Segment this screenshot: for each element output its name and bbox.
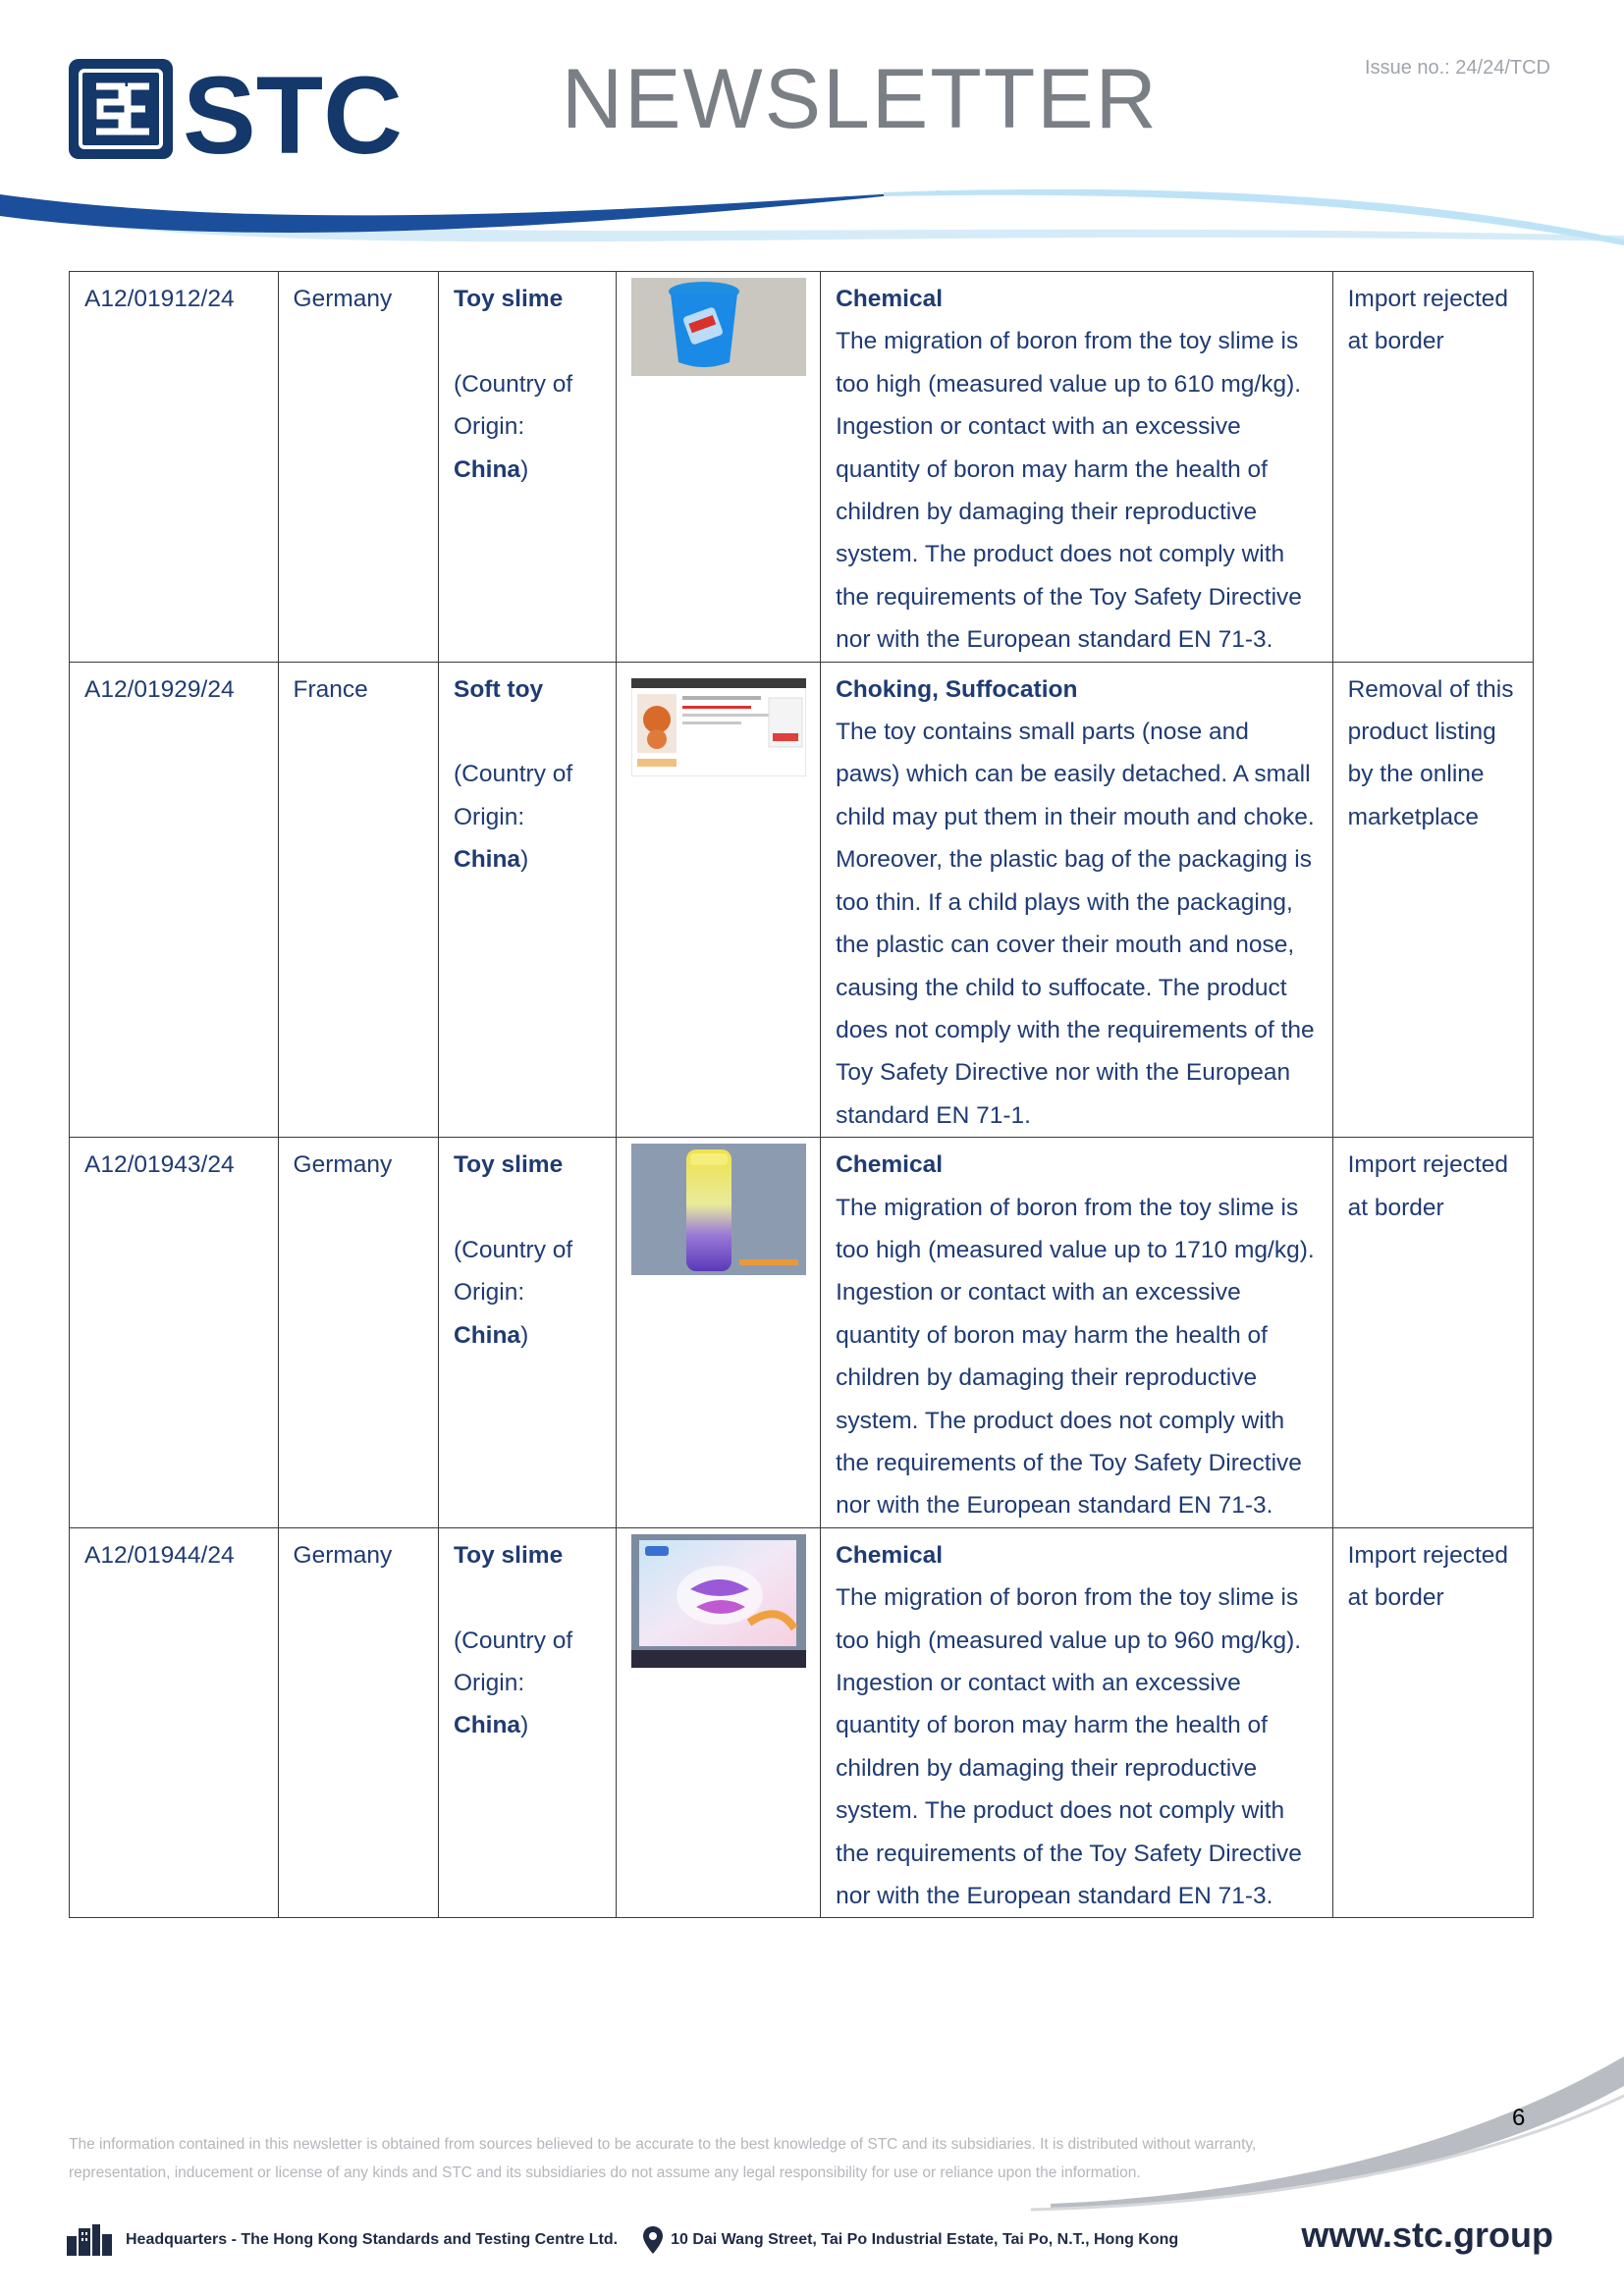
risk-description: The migration of boron from the toy slime is too high (measured value up to 960 mg/kg). Ingestion or contact with an excessive quantity of boron may harm the health of children by damaging their reproductive system. The product does not comply with the requirements of the Toy Safety Directive nor with the European standard EN 71-3. [836, 1584, 1302, 1910]
website-link[interactable]: www.stc.group [1301, 2215, 1553, 2255]
risk-type: Chemical [836, 286, 944, 312]
page-header [0, 0, 1624, 255]
table-row [70, 662, 1534, 1137]
online-listing-screenshot-icon [631, 678, 806, 776]
measure-taken: Import rejected at border [1332, 272, 1533, 663]
disclaimer: The information contained in this newsletter is obtained from sources believed to be accurate to the best knowledge of STC and its subsidiaries. It is distributed without warranty, representation, inducement or license of any kinds and STC and its subsidiaries do not assume any legal responsibility for use or reliance upon the information. [69, 2136, 1257, 2181]
origin-country: China [454, 1712, 521, 1739]
ref-number: A12/01929/24 [70, 662, 279, 1137]
risk-description: The migration of boron from the toy slime is too high (measured value up to 610 mg/kg). Ingestion or contact with an excessive quantity of boron may harm the health of children by damaging their reproductive system. The product does not comply with the requirements of the Toy Safety Directive nor with the European standard EN 71-3. [836, 328, 1302, 654]
building-icon [65, 2224, 114, 2256]
risk-description: The migration of boron from the toy slime is too high (measured value up to 1710 mg/kg). Ingestion or contact with an excessive quantity of boron may harm the health of children by damaging their reproductive system. The product does not comply with the requirements of the Toy Safety Directive nor with the European standard EN 71-3. [836, 1194, 1315, 1520]
origin-country: China [454, 1321, 521, 1349]
stc-logo [67, 57, 460, 161]
notifying-country: Germany [278, 272, 438, 663]
product-image-cell [617, 1527, 821, 1918]
product-name: Toy slime [454, 1541, 564, 1569]
notifying-country: France [278, 662, 438, 1137]
measure-taken: Import rejected at border [1332, 1527, 1533, 1918]
footer-contact [65, 2220, 1178, 2260]
origin-line: Origin: China) [454, 803, 529, 874]
risk-type: Chemical [836, 1151, 944, 1179]
risk-cell [821, 272, 1333, 663]
product-cell [439, 662, 617, 1137]
recall-table [69, 271, 1534, 1918]
notifying-country: Germany [278, 1138, 438, 1528]
origin-prefix: (Country of [454, 370, 573, 398]
crystal-mud-box-photo-icon [631, 1534, 806, 1668]
ref-number: A12/01944/24 [70, 1527, 279, 1918]
table-row [70, 1527, 1534, 1918]
newsletter-title: NEWSLETTER [562, 52, 1159, 146]
product-name: Toy slime [454, 286, 564, 312]
risk-cell [821, 1138, 1333, 1528]
blue-slime-tub-photo-icon [631, 278, 806, 376]
origin-country: China [454, 455, 521, 483]
header-swoosh [0, 177, 1624, 265]
product-cell [439, 272, 617, 663]
headquarters-label: Headquarters - The Hong Kong Standards and Testing Centre Ltd. [126, 2231, 619, 2248]
measure-taken: Import rejected at border [1332, 1138, 1533, 1528]
origin-prefix: (Country of [454, 1627, 573, 1654]
svg-text:STC: STC [183, 57, 403, 161]
origin-line: Origin: China) [454, 413, 529, 483]
ref-number: A12/01943/24 [70, 1138, 279, 1528]
product-name: Toy slime [454, 1151, 564, 1179]
origin-country: China [454, 846, 521, 874]
product-cell [439, 1527, 617, 1918]
product-image-cell [617, 1138, 821, 1528]
table-row [70, 272, 1534, 663]
measure-taken: Removal of this product listing by the online marketplace [1332, 662, 1533, 1137]
risk-description: The toy contains small parts (nose and paws) which can be easily detached. A small child may put them in their mouth and choke. Moreover, the plastic bag of the packaging is too thin. If a child plays with the packaging, the plastic can cover their mouth and nose, causing the child to suffocate. The product does not comply with the requirements of the Toy Safety Directive nor with the European standard EN 71-1. [836, 719, 1315, 1129]
notifying-country: Germany [278, 1527, 438, 1918]
product-cell [439, 1138, 617, 1528]
ref-number: A12/01912/24 [70, 272, 279, 663]
address-label: 10 Dai Wang Street, Tai Po Industrial Estate, Tai Po, N.T., Hong Kong [671, 2231, 1179, 2248]
origin-prefix: (Country of [454, 761, 573, 788]
location-pin-icon [643, 2226, 663, 2254]
origin-prefix: (Country of [454, 1236, 573, 1263]
product-image-cell [617, 272, 821, 663]
origin-line: Origin: China) [454, 1279, 529, 1349]
risk-cell [821, 1527, 1333, 1918]
table-row [70, 1138, 1534, 1528]
issue-number: Issue no.: 24/24/TCD [1365, 57, 1550, 79]
page-number: 6 [1512, 2105, 1526, 2131]
risk-type: Chemical [836, 1541, 944, 1569]
risk-type: Choking, Suffocation [836, 675, 1078, 703]
product-image-cell [617, 662, 821, 1137]
origin-line: Origin: China) [454, 1669, 529, 1739]
product-name: Soft toy [454, 675, 544, 703]
gradient-slime-bottle-photo-icon [631, 1144, 806, 1275]
risk-cell [821, 662, 1333, 1137]
